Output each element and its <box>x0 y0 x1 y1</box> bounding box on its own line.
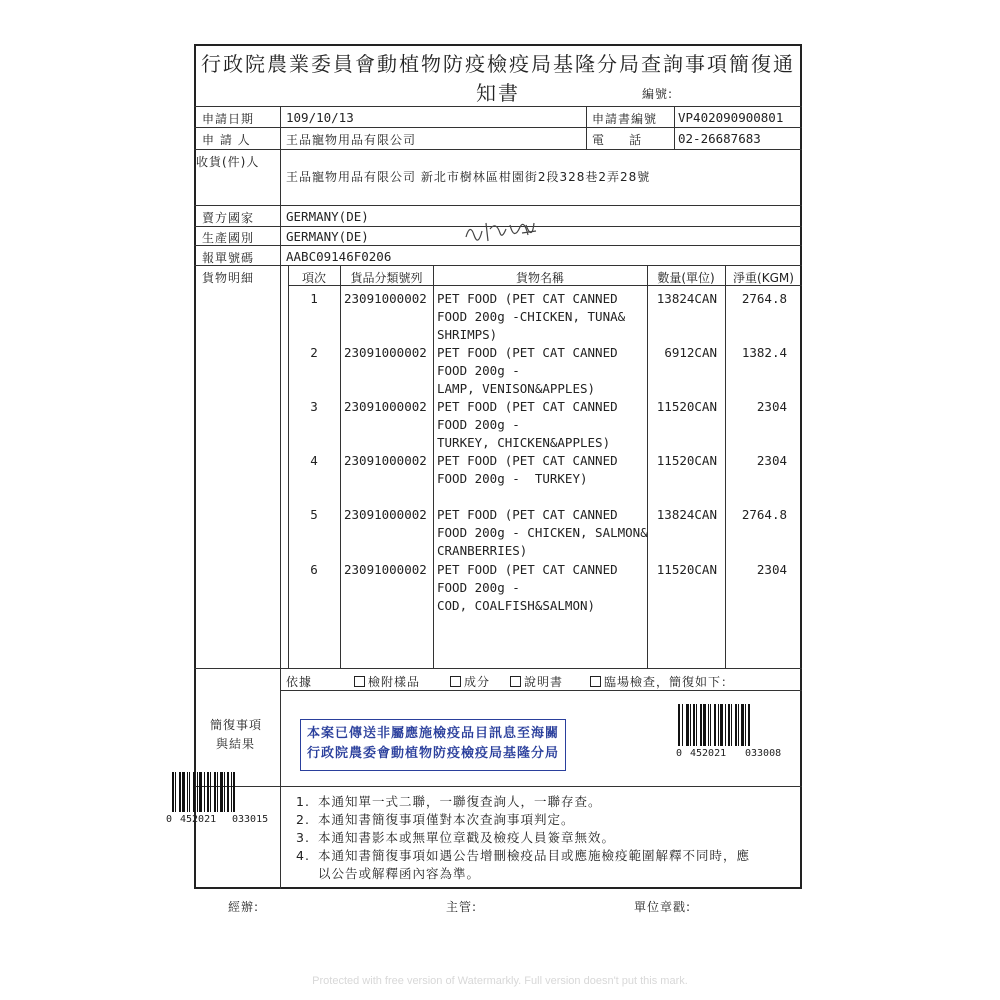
barcode-right-digits-2: 033008 <box>745 748 782 759</box>
goods-detail-label: 貨物明細 <box>202 271 255 285</box>
rule-line <box>674 106 675 149</box>
col-header-quantity: 數量(單位) <box>657 271 715 285</box>
apply-date-value: 109/10/13 <box>286 110 354 125</box>
table-row-weight: 2304 <box>756 562 787 577</box>
form-no-value: VP402090900801 <box>678 110 784 125</box>
table-row-name-line: FOOD 200g - <box>437 580 520 595</box>
table-row-qty: 13824CAN <box>656 291 717 306</box>
table-row-name-line: FOOD 200g - TURKEY) <box>437 471 588 486</box>
table-row-no: 5 <box>310 507 318 522</box>
origin-country-label: 生產國別 <box>202 231 255 245</box>
checkbox <box>510 676 521 687</box>
handler-label: 經辦: <box>228 900 260 914</box>
table-row-weight: 2764.8 <box>741 507 787 522</box>
basis-label: 依據 <box>286 675 313 689</box>
option-sample <box>354 673 420 690</box>
note-number: 4. <box>296 848 310 863</box>
note-number: 3. <box>296 830 310 845</box>
col-header-hs-code: 貨品分類號列 <box>350 271 423 285</box>
reply-label-line2: 與結果 <box>216 737 256 751</box>
table-row-code: 23091000002 <box>344 507 427 522</box>
rule-line <box>280 690 802 691</box>
table-row-no: 1 <box>310 291 318 306</box>
col-header-goods-name: 貨物名稱 <box>515 271 564 285</box>
note-number: 2. <box>296 812 310 827</box>
table-row-name-line: TURKEY, CHICKEN&APPLES) <box>437 435 611 450</box>
table-row-name-line: PET FOOD (PET CAT CANNED <box>437 507 618 522</box>
barcode-left-digits-1: 452021 <box>180 814 217 825</box>
checkbox <box>450 676 461 687</box>
rule-line <box>586 106 587 149</box>
barcode-right <box>678 704 790 746</box>
number-label: 編號: <box>642 87 674 101</box>
table-row-name-line: PET FOOD (PET CAT CANNED <box>437 291 618 306</box>
table-row-weight: 2764.8 <box>741 291 787 306</box>
barcode-left-digit-0: 0 <box>166 814 173 825</box>
phone-value: 02-26687683 <box>678 131 761 146</box>
quarantine-stamp <box>300 719 566 771</box>
rule-line <box>433 265 434 668</box>
table-row-name-line: SHRIMPS) <box>437 327 498 342</box>
table-row-no: 6 <box>310 562 318 577</box>
consignee-value: 王品寵物用品有限公司 新北市樹林區柑園街2段328巷2弄28號 <box>286 170 651 184</box>
seller-country-value: GERMANY(DE) <box>286 209 369 224</box>
table-row-weight: 2304 <box>756 453 787 468</box>
option-onsite-label: 臨場檢查，簡復如下： <box>604 675 735 689</box>
note-text: 本通知書簡復事項僅對本次查詢事項判定。 <box>318 812 575 827</box>
col-header-item-no: 項次 <box>301 271 326 285</box>
option-onsite <box>590 673 734 690</box>
col-header-net-weight: 淨重(KGM) <box>733 271 794 285</box>
stamp-line2: 行政院農委會動植物防疫檢疫局基隆分局 <box>306 746 559 761</box>
barcode-left-digits-2: 033015 <box>232 814 269 825</box>
checkbox <box>590 676 601 687</box>
table-row-qty: 13824CAN <box>656 507 717 522</box>
rule-line <box>194 205 802 206</box>
table-row-no: 2 <box>310 345 318 360</box>
unit-seal-label: 單位章戳: <box>634 900 692 914</box>
table-row-weight: 2304 <box>756 399 787 414</box>
option-ingredient-label: 成分 <box>464 675 491 689</box>
rule-line <box>194 127 802 128</box>
rule-line <box>194 149 802 150</box>
option-manual <box>510 673 563 690</box>
note-number: 1. <box>296 794 310 809</box>
supervisor-label: 主管: <box>446 900 478 914</box>
table-row-name-line: FOOD 200g -CHICKEN, TUNA& <box>437 309 626 324</box>
signature-scribble <box>462 215 540 249</box>
table-row-qty: 11520CAN <box>656 562 717 577</box>
table-row-name-line: CRANBERRIES) <box>437 543 528 558</box>
table-row-name-line: PET FOOD (PET CAT CANNED <box>437 345 618 360</box>
barcode-right-digits-1: 452021 <box>690 748 727 759</box>
declaration-no-value: AABC09146F0206 <box>286 249 392 264</box>
checkbox <box>354 676 365 687</box>
watermark-text: Protected with free version of Watermarkly. Full version doesn't put this mark. <box>312 975 688 987</box>
option-sample-label: 檢附樣品 <box>368 675 421 689</box>
stamp-line1: 本案已傳送非屬應施檢疫品目訊息至海關 <box>306 726 559 741</box>
table-row-name-line: LAMP, VENISON&APPLES) <box>437 381 596 396</box>
phone-label: 電 話 <box>592 133 643 147</box>
table-row-name-line: PET FOOD (PET CAT CANNED <box>437 399 618 414</box>
form-no-label: 申請書編號 <box>592 112 658 126</box>
note-text: 本通知書影本或無單位章戳及檢疫人員簽章無效。 <box>318 830 616 845</box>
applicant-label: 申 請 人 <box>202 133 251 147</box>
note-text: 本通知單一式二聯，一聯復查詢人，一聯存查。 <box>318 794 602 809</box>
barcode-right-digit-0: 0 <box>676 748 683 759</box>
table-row-qty: 6912CAN <box>664 345 717 360</box>
rule-line <box>340 265 341 668</box>
rule-line <box>280 668 281 786</box>
table-row-qty: 11520CAN <box>656 453 717 468</box>
table-row-name-line: PET FOOD (PET CAT CANNED <box>437 562 618 577</box>
rule-line <box>280 786 281 889</box>
table-row-weight: 1382.4 <box>741 345 787 360</box>
table-row-no: 3 <box>310 399 318 414</box>
document-title: 行政院農業委員會動植物防疫檢疫局基隆分局查詢事項簡復通知書 <box>201 52 795 105</box>
table-row-name-line: PET FOOD (PET CAT CANNED <box>437 453 618 468</box>
seller-country-label: 賣方國家 <box>202 211 255 225</box>
applicant-value: 王品寵物用品有限公司 <box>286 133 417 147</box>
rule-line <box>194 106 802 107</box>
apply-date-label: 申請日期 <box>202 112 255 126</box>
table-row-code: 23091000002 <box>344 345 427 360</box>
table-row-code: 23091000002 <box>344 291 427 306</box>
rule-line <box>280 106 281 668</box>
note-text: 本通知書簡復事項如遇公告增刪檢疫品目或應施檢疫範圍解釋不同時，應 <box>318 848 751 863</box>
origin-country-value: GERMANY(DE) <box>286 229 369 244</box>
consignee-label: 收貨(件)人 <box>196 155 260 169</box>
declaration-no-label: 報單號碼 <box>202 251 255 265</box>
option-ingredient <box>450 673 490 690</box>
table-row-no: 4 <box>310 453 318 468</box>
table-row-name-line: FOOD 200g - CHICKEN, SALMON& <box>437 525 648 540</box>
table-row-name-line: FOOD 200g - <box>437 417 520 432</box>
rule-line <box>194 668 802 669</box>
table-row-qty: 11520CAN <box>656 399 717 414</box>
table-row-code: 23091000002 <box>344 399 427 414</box>
reply-label-line1: 簡復事項 <box>210 718 263 732</box>
note-text: 以公告或解釋函內容為準。 <box>318 866 481 881</box>
rule-line <box>194 786 802 787</box>
table-row-name-line: FOOD 200g - <box>437 363 520 378</box>
option-manual-label: 說明書 <box>524 675 564 689</box>
table-row-code: 23091000002 <box>344 453 427 468</box>
table-row-name-line: COD, COALFISH&SALMON) <box>437 598 596 613</box>
table-row-code: 23091000002 <box>344 562 427 577</box>
barcode-left <box>172 772 276 812</box>
